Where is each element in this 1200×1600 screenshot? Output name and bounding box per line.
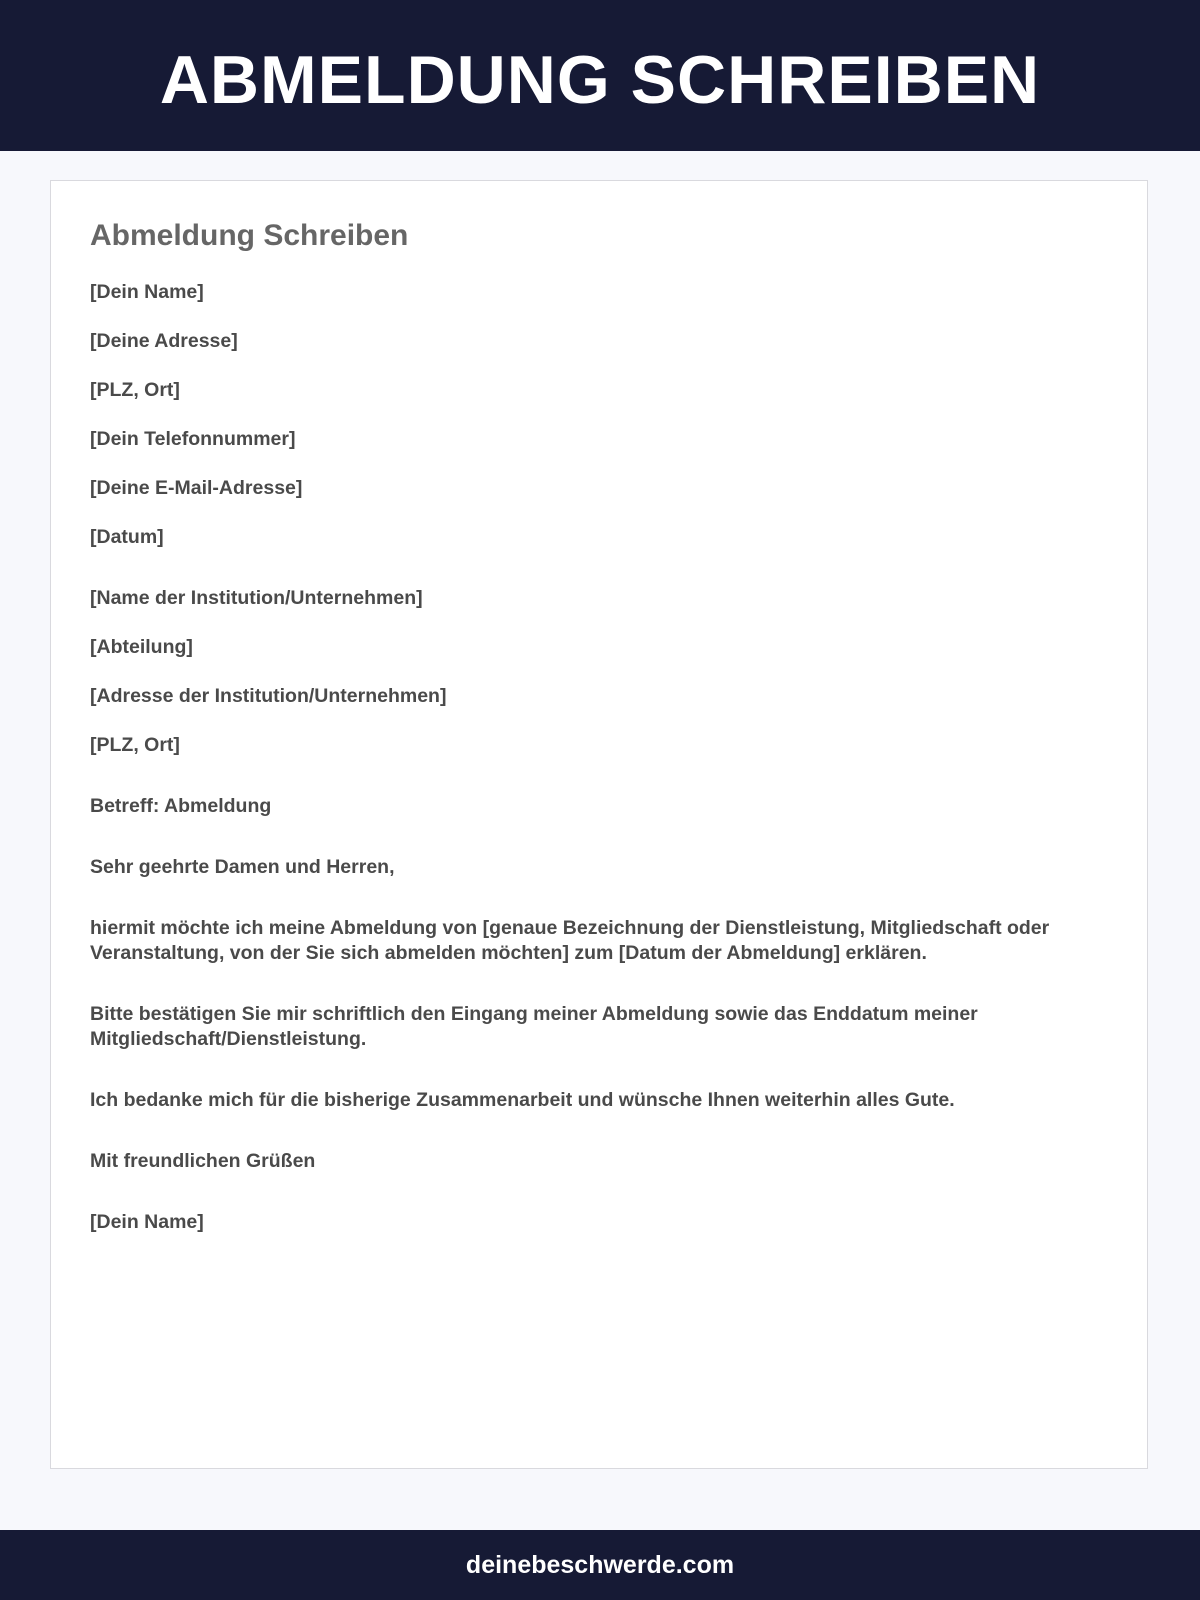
document-title: Abmeldung Schreiben [90,219,409,252]
body-paragraph: Bitte bestätigen Sie mir schriftlich den Eingang meiner Abmeldung sowie das Enddatum meiner Mitgliedschaft/Dienstleistung. [90,1003,978,1050]
sender-address: [Deine Adresse] [90,330,238,352]
recipient-address: [Adresse der Institution/Unternehmen] [90,685,447,707]
footer-site-link[interactable]: deinebeschwerde.com [465,1550,735,1579]
letter-closing: Mit freundlichen Grüßen [90,1150,316,1172]
letter-salutation: Sehr geehrte Damen und Herren, [90,856,395,878]
page-title: ABMELDUNG SCHREIBEN [159,41,1041,118]
body-paragraph: Ich bedanke mich für die bisherige Zusammenarbeit und wünsche Ihnen weiterhin alles Gute. [90,1089,955,1111]
letter-subject: Betreff: Abmeldung [90,795,272,817]
sender-email: [Deine E-Mail-Adresse] [90,477,303,499]
recipient-department: [Abteilung] [90,636,193,658]
sender-phone: [Dein Telefonnummer] [90,428,296,450]
body-paragraph: hiermit möchte ich meine Abmeldung von [genaue Bezeichnung der Dienstleistung, Mitgliedschaft oder Veranstaltung, von der Sie sich abmelden möchten] zum [Datum der Abmeldung] erklären. [90,917,1050,964]
letter-signature: [Dein Name] [90,1211,204,1233]
page-footer [0,1530,1200,1600]
recipient-institution: [Name der Institution/Unternehmen] [90,587,423,609]
page-header [0,0,1200,151]
letter-date: [Datum] [90,526,164,548]
letter-card [50,180,1148,1469]
sender-name: [Dein Name] [90,281,204,303]
recipient-zip-city: [PLZ, Ort] [90,734,180,756]
sender-zip-city: [PLZ, Ort] [90,379,180,401]
